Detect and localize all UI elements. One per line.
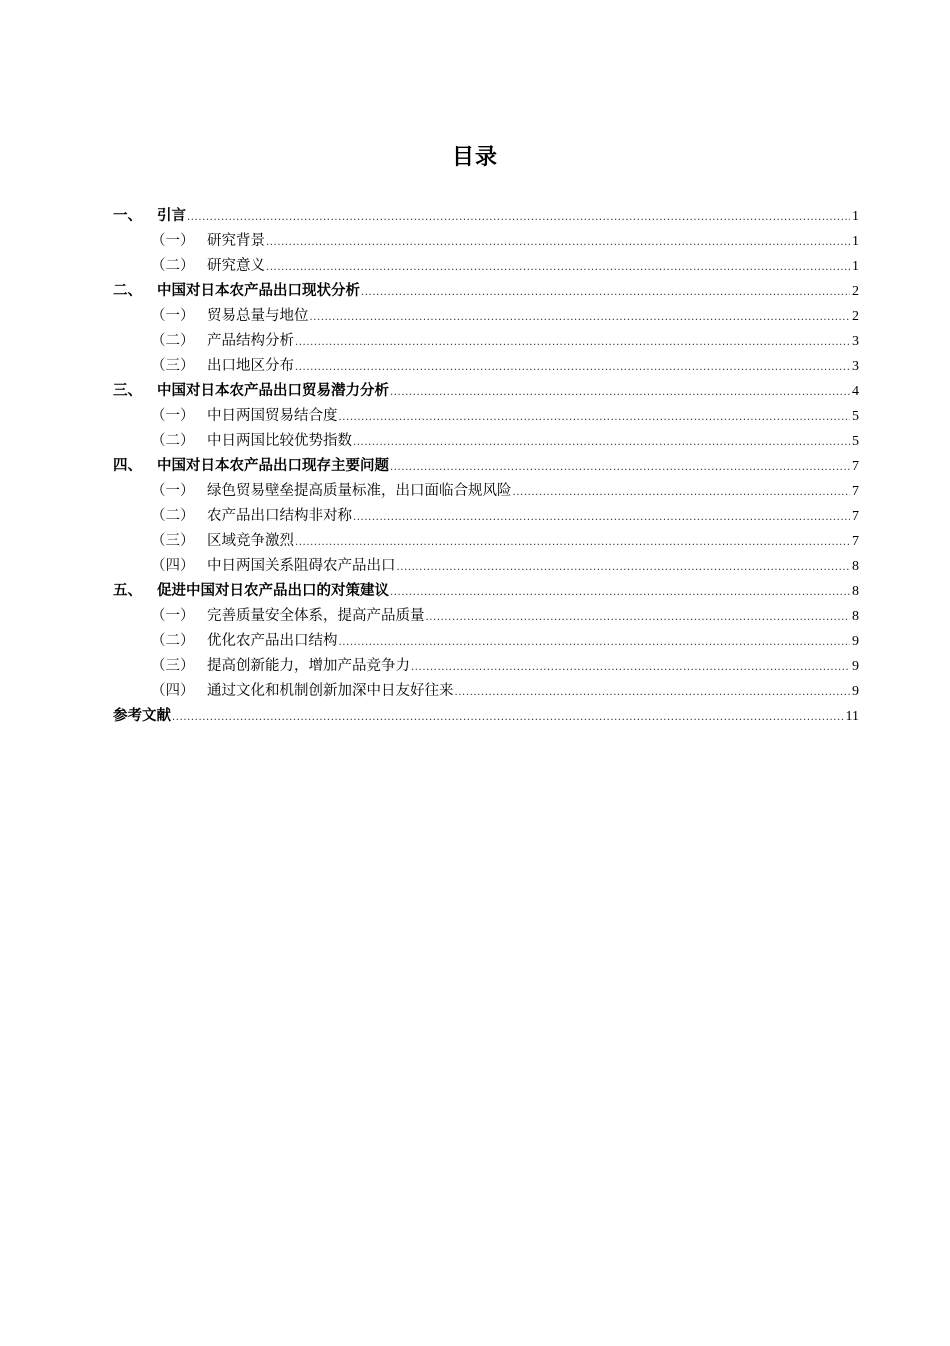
toc-entry-title: 中国对日本农产品出口现存主要问题 (157, 458, 389, 474)
toc-entry-number: 一、 (113, 208, 142, 224)
toc-entry-title: 优化农产品出口结构 (207, 633, 338, 649)
toc-entry[interactable] (113, 229, 859, 254)
toc-entry-number: 五、 (113, 583, 142, 599)
dot-leader (455, 680, 851, 705)
toc-entry[interactable] (113, 404, 859, 429)
toc-entry-page-number: 9 (852, 684, 859, 699)
toc-entry-title: 出口地区分布 (207, 358, 294, 374)
dot-leader (295, 330, 850, 355)
toc-entry-number: （一） (151, 308, 195, 324)
toc-entry-number: （二） (151, 633, 195, 649)
toc-entry-title: 促进中国对日农产品出口的对策建议 (157, 583, 389, 599)
toc-entry[interactable] (113, 204, 859, 229)
toc-entry-page-number: 11 (845, 709, 859, 724)
toc-entry-number: （四） (151, 558, 195, 574)
toc-entry-page-number: 4 (852, 384, 859, 399)
toc-entry-page-number: 1 (852, 234, 859, 249)
toc-entry[interactable] (113, 254, 859, 279)
dot-leader (353, 505, 850, 530)
toc-entry-title: 区域竞争激烈 (207, 533, 294, 549)
dot-leader (172, 705, 844, 730)
dot-leader (310, 305, 851, 330)
toc-entry-title: 参考文献 (113, 708, 171, 724)
toc-entry-page-number: 5 (852, 434, 859, 449)
toc-entry-title: 中日两国贸易结合度 (207, 408, 338, 424)
toc-entry-number: （三） (151, 658, 195, 674)
toc-entry[interactable] (113, 629, 859, 654)
dot-leader (295, 355, 850, 380)
toc-entry[interactable] (113, 354, 859, 379)
toc-entry[interactable] (113, 429, 859, 454)
toc-entry-number: （一） (151, 483, 195, 499)
toc-entry-page-number: 8 (852, 584, 859, 599)
toc-entry[interactable] (113, 654, 859, 679)
toc-entry-page-number: 3 (852, 334, 859, 349)
dot-leader (513, 480, 851, 505)
dot-leader (390, 455, 850, 480)
toc-entry-number: （一） (151, 408, 195, 424)
toc-entry-number: （二） (151, 258, 195, 274)
toc-entry-page-number: 1 (852, 209, 859, 224)
toc-entry-title: 中日两国比较优势指数 (207, 433, 352, 449)
dot-leader (353, 430, 850, 455)
toc-entry-page-number: 7 (852, 484, 859, 499)
toc-entry-title: 中国对日本农产品出口现状分析 (157, 283, 360, 299)
toc-entry[interactable] (113, 579, 859, 604)
toc-entry-page-number: 5 (852, 409, 859, 424)
toc-entry[interactable] (113, 554, 859, 579)
toc-entry[interactable] (113, 379, 859, 404)
toc-entry[interactable] (113, 454, 859, 479)
toc-entry-number: 三、 (113, 383, 142, 399)
toc-entry-title: 贸易总量与地位 (207, 308, 309, 324)
dot-leader (295, 530, 850, 555)
toc-entry[interactable] (113, 504, 859, 529)
toc-entry-title: 绿色贸易壁垒提高质量标准，出口面临合规风险 (207, 483, 512, 499)
dot-leader (397, 555, 851, 580)
toc-entry-number: （三） (151, 533, 195, 549)
toc-entry-number: （二） (151, 333, 195, 349)
toc-entry-page-number: 8 (852, 559, 859, 574)
toc-entry-title: 完善质量安全体系，提高产品质量 (207, 608, 425, 624)
toc-entry-page-number: 2 (852, 284, 859, 299)
toc-entry-page-number: 7 (852, 534, 859, 549)
toc-entry-title: 中国对日本农产品出口贸易潜力分析 (157, 383, 389, 399)
toc-entry-number: （三） (151, 358, 195, 374)
dot-leader (339, 630, 851, 655)
toc-entry-number: （二） (151, 508, 195, 524)
toc-entry-title: 研究意义 (207, 258, 265, 274)
toc-entry-page-number: 7 (852, 459, 859, 474)
toc-entry-references[interactable] (113, 704, 859, 729)
toc-entry-page-number: 9 (852, 634, 859, 649)
toc-entry[interactable] (113, 479, 859, 504)
toc-entry-page-number: 7 (852, 509, 859, 524)
toc-entry-page-number: 1 (852, 259, 859, 274)
toc-entry-number: （四） (151, 683, 195, 699)
toc-entry-title: 通过文化和机制创新加深中日友好往来 (207, 683, 454, 699)
toc-entry-title: 引言 (157, 208, 186, 224)
toc-entry[interactable] (113, 529, 859, 554)
toc-entry[interactable] (113, 679, 859, 704)
toc-title: 目录 (451, 145, 498, 170)
table-of-contents (113, 204, 859, 729)
dot-leader (266, 230, 850, 255)
toc-entry-title: 中日两国关系阻碍农产品出口 (207, 558, 396, 574)
toc-entry-title: 提高创新能力，增加产品竞争力 (207, 658, 410, 674)
toc-entry[interactable] (113, 304, 859, 329)
toc-entry-page-number: 9 (852, 659, 859, 674)
toc-entry-page-number: 8 (852, 609, 859, 624)
toc-entry-title: 农产品出口结构非对称 (207, 508, 352, 524)
dot-leader (339, 405, 851, 430)
dot-leader (187, 205, 850, 230)
toc-entry[interactable] (113, 329, 859, 354)
dot-leader (390, 580, 850, 605)
dot-leader (411, 655, 850, 680)
toc-entry-number: 二、 (113, 283, 142, 299)
toc-entry-title: 产品结构分析 (207, 333, 294, 349)
toc-entry-title: 研究背景 (207, 233, 265, 249)
toc-entry-page-number: 2 (852, 309, 859, 324)
dot-leader (361, 280, 850, 305)
dot-leader (266, 255, 850, 280)
toc-entry-number: （一） (151, 233, 195, 249)
toc-entry-number: 四、 (113, 458, 142, 474)
toc-entry[interactable] (113, 279, 859, 304)
dot-leader (426, 605, 851, 630)
dot-leader (390, 380, 850, 405)
toc-entry-number: （一） (151, 608, 195, 624)
toc-entry-page-number: 3 (852, 359, 859, 374)
toc-entry[interactable] (113, 604, 859, 629)
toc-entry-number: （二） (151, 433, 195, 449)
